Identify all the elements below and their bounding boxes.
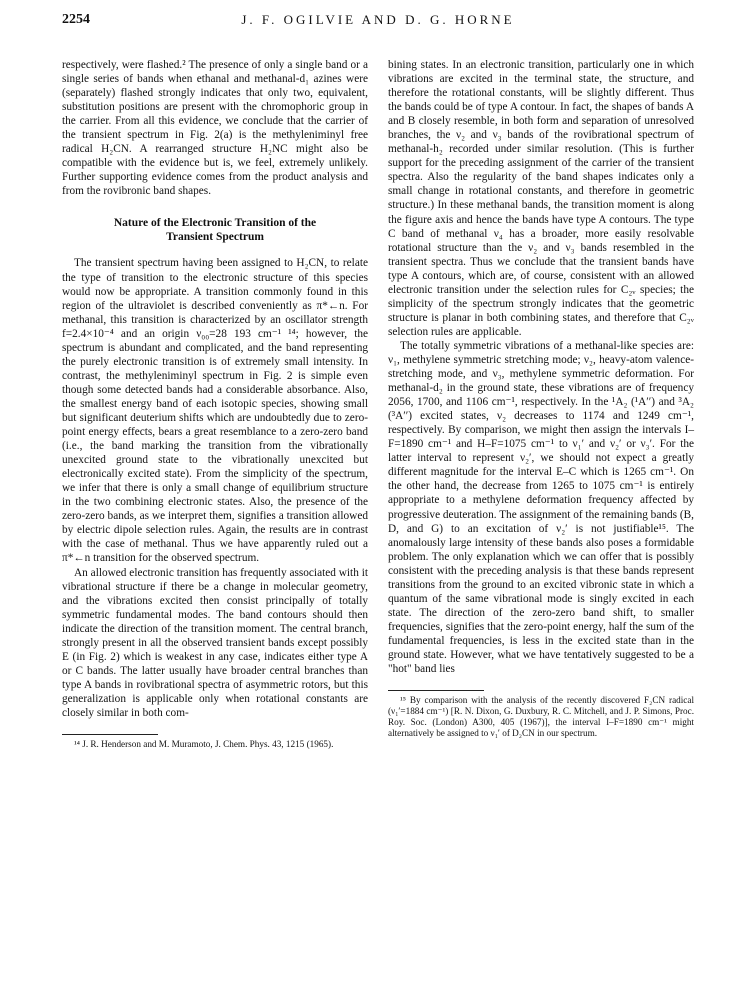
- left-paragraph-2: The transient spectrum having been assigned to H₂CN, to relate the type of transition to the electronic structure of this species would now be appropriate. A transition commonly found in this region of the ultraviolet is described conveniently as π*←n. For methanal, this transition is characterized by an oscillator strength f=2.4×10⁻⁴ and an origin ν₀₀=28 193 cm⁻¹ ¹⁴; however, the spectrum is abundant and complicated, and the band representing the purely electronic transition is of extremely small intensity. In contrast, the methyleniminyl spectrum in Fig. 2 is simple even though some detected bands had a considerable absorbance. Also, the smallest energy band of each isotopic species, showing small but significant deuterium shifts which are undoubtedly due to zero-point energy effects, bears a great resemblance to a zero-zero band (i.e., the band marking the transition from the vibrationally unexcited ground state to the vibrationally unexcited but electronically excited state). From the simplicity of the spectrum, we infer that there is only a small change of equilibrium structure in the two combining electronic states. Also, the presence of the zero-zero bands, as we interpret them, signifies a transition allowed by electric dipole selection rules. Again, the results are in contrast with the case of methanal. Thus we have apparently ruled out a π*←n transition for the observed spectrum.: [62, 257, 368, 565]
- footnote-15: ¹⁵ By comparison with the analysis of the recently discovered F₂CN radical (ν₁′=1884 cm⁻¹) [R. N. Dixon, G. Duxbury, R. C. Mitchell, and J. P. Simons, Proc. Roy. Soc. (London) A300, 405 (1967)], the interval I–F=1890 cm⁻¹ might alternatively be assigned to ν₁′ of D₂CN in our spectrum.: [388, 695, 694, 739]
- page-header: [62, 12, 694, 34]
- section-heading: [62, 216, 368, 244]
- section-heading-line-2: Transient Spectrum: [166, 231, 264, 244]
- running-head-authors: J. F. OGILVIE AND D. G. HORNE: [241, 12, 515, 27]
- footnote-rule-left: [62, 734, 158, 735]
- right-column: [388, 58, 694, 739]
- section-heading-line-1: Nature of the Electronic Transition of the: [113, 217, 317, 230]
- left-paragraph-1: respectively, were flashed.² The presence of only a single band or a single series of bands when ethanal and methanal-d₁ azines were (separately) flashed strongly indicates that only two, equivalent, substitution positions are present with the chromophoric group in the carrier. From all this evidence, we conclude that the carrier of the transient spectrum in Fig. 2(a) is the methyleniminyl free radical H₂CN. A rearranged structure H₂NC might also be compatible with the evidence but is, we feel, extremely unlikely. Further supporting evidence comes from the product analysis and from the rovibronic band shapes.: [62, 59, 368, 198]
- right-paragraph-1: bining states. In an electronic transition, particularly one in which vibrations are excited in the terminal state, the structure, and therefore the rotational constants, will be slightly different. Thus the bands could be of type A contour. In fact, the shapes of bands A and B closely resemble, in both form and separation of unresolved branches, the ν₂ and ν₃ bands of the rovibrational spectrum of methanal-h₂ recorded under similar resolution. (This is further support for the preceding assignment of the carrier of the transient spectra. Also the regularity of the band shapes indicates only a small change in rotational constants, and therefore in geometric structure.) In these methanal bands, the transition moment is along the figure axis and hence the bands have type A contours. The type C band of methanal ν₄ has a broader, more easily resolvable rotational structure than the ν₂ and ν₃ bands resembled in the transient spectra. Thus we conclude that the transient bands have type A contours, which are, of course, consistent with an allowed electronic transition under the selection rules for C₂ᵥ species; the simplicity of the spectrum strongly indicates that the geometric structure is planar in both combining states, and therefore that C₂ᵥ selection rules are applicable.: [388, 59, 694, 338]
- left-paragraph-3: An allowed electronic transition has frequently associated with it vibrational structure if there be a change in molecular geometry, and the vibrations excited then consist principally of totally symmetric fundamental modes. The band contours should then indicate the direction of the transition moment. The central branch, strongly present in all the observed transient bands except possibly E (in Fig. 2) which is weakest in any case, indicates either type A or C bands. The latter usually have broader central branches than type A bands in rovibrational spectra of asymmetric rotors, but this generalization is applicable only when rotational constants are closely similar in both com-: [62, 566, 368, 719]
- left-column: [62, 58, 368, 750]
- footnote-14: ¹⁴ J. R. Henderson and M. Muramoto, J. Chem. Phys. 43, 1215 (1965).: [74, 739, 334, 750]
- right-paragraph-2: The totally symmetric vibrations of a methanal-like species are: ν₁, methylene symmetric stretching mode; ν₂, heavy-atom valence-stretching mode, and ν₃, methylene symmetric deformation. For methanal-d₂ in the ground state, these vibrations are of frequency 2056, 1700, and 1106 cm⁻¹, respectively. In the ¹A₂ (¹A′′) and ³A₂ (³A′′) excited states, ν₂ decreases to 1174 and 1249 cm⁻¹, respectively. By comparison, we might then assign the intervals I–F=1890 cm⁻¹ and H–F=1075 cm⁻¹ to ν₁′ and ν₂′ or ν₃′. For the latter interval to represent ν₂′, we should not expect a greatly different magnitude for the interval E–C which is 1265 cm⁻¹. On the other hand, the decrease from 1265 to 1075 cm⁻¹ is entirely appropriate to a methylene deformation frequency affected by progressive deuteration. The assignment of the remaining bands (B, D, and G) to an excitation of ν₂′ is not justifiable¹⁵. The anomalously large intensity of these bands also poses a formidable problem. The only explanation which we can offer that is possibly consistent with the preceding analysis is that these bands represent transitions from the ground to an excited vibronic state in which a quantum of the same vibrational mode is singly excited in each state. The direction of the zero-zero band shift, to smaller frequencies, signifies that the zero-point energy, half the sum of the fundamental frequencies, is less in the excited state than in the ground state. However, what we have tentatively suggested to be a "hot" band lies: [388, 339, 694, 676]
- page-number: 2254: [62, 12, 90, 27]
- footnote-rule-right: [388, 690, 484, 691]
